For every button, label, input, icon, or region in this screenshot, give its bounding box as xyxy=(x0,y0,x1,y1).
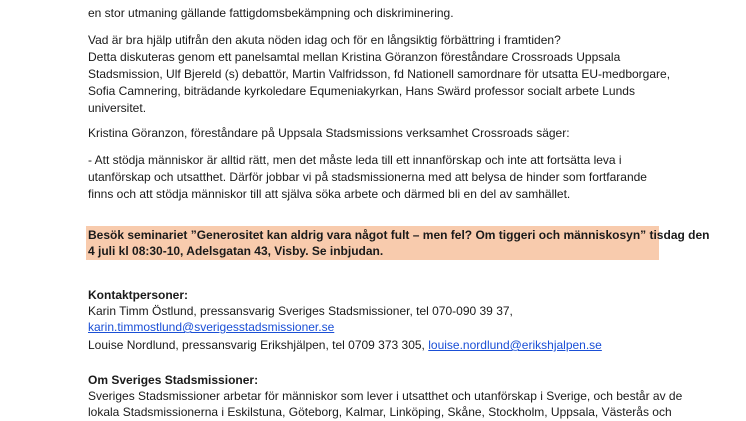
question-line-3: Stadsmission, Ulf Bjereld (s) debattör, Martin Valfridsson, fd Nationell samordnare för utsatta EU-medborgare, xyxy=(88,67,671,81)
question-line-1: Vad är bra hjälp utifrån den akuta nöden idag och för en långsiktig förbättring i framtiden? xyxy=(88,33,561,47)
question-line-4: Sofia Camnering, biträdande kyrkoledare Equmeniakyrkan, Hans Swärd professor socialt arbete Lunds xyxy=(88,84,635,98)
quote-line-2: utanförskap och utsatthet. Därför jobbar vi på stadsmissionerna med att belysa de hinder som fortfarande xyxy=(88,170,647,184)
contact-email-1-link[interactable]: karin.timmostlund@sverigesstadsmissioner.se xyxy=(88,320,335,334)
question-line-5: universitet. xyxy=(88,101,147,115)
about-line-2: lokala Stadsmissionerna i Eskilstuna, Göteborg, Kalmar, Linköping, Skåne, Stockholm, Uppsala, Västerås och xyxy=(88,405,672,419)
about-heading: Om Sveriges Stadsmissioner: xyxy=(88,373,259,387)
contact-person-2: Louise Nordlund, pressansvarig Erikshjälpen, tel 0709 373 305, xyxy=(88,338,425,352)
question-line-2: Detta diskuteras genom ett panelsamtal mellan Kristina Göranzon föreståndare Crossroads Uppsala xyxy=(88,50,621,64)
about-line-1: Sveriges Stadsmissioner arbetar för människor som lever i utsatthet och utanförskap i Sverige, och består av de xyxy=(88,389,683,403)
contact-person-1: Karin Timm Östlund, pressansvarig Sveriges Stadsmissioner, tel 070-090 39 37, xyxy=(88,304,513,318)
contact-email-1-row xyxy=(88,319,334,336)
contacts-heading: Kontaktpersoner: xyxy=(88,288,189,302)
contact-person-2-row xyxy=(88,337,602,354)
intro-line: en stor utmaning gällande fattigdomsbekämpning och diskriminering. xyxy=(88,6,454,20)
contact-email-2-link[interactable]: louise.nordlund@erikshjalpen.se xyxy=(428,338,602,352)
quote-intro: Kristina Göranzon, föreståndare på Uppsala Stadsmissions verksamhet Crossroads säger: xyxy=(88,126,570,140)
quote-line-1: - Att stödja människor är alltid rätt, men det måste leda till ett innanförskap och inte att fortsätta leva i xyxy=(88,153,622,167)
seminar-line-1: Besök seminariet ”Generositet kan aldrig vara något fult – men fel? Om tiggeri och människosyn” tisdag den xyxy=(88,228,710,242)
seminar-line-2: 4 juli kl 08:30-10, Adelsgatan 43, Visby. Se inbjudan. xyxy=(88,244,384,258)
quote-line-3: finns och att stödja människor till att själva söka arbete och därmed bli en del av samhället. xyxy=(88,187,571,201)
